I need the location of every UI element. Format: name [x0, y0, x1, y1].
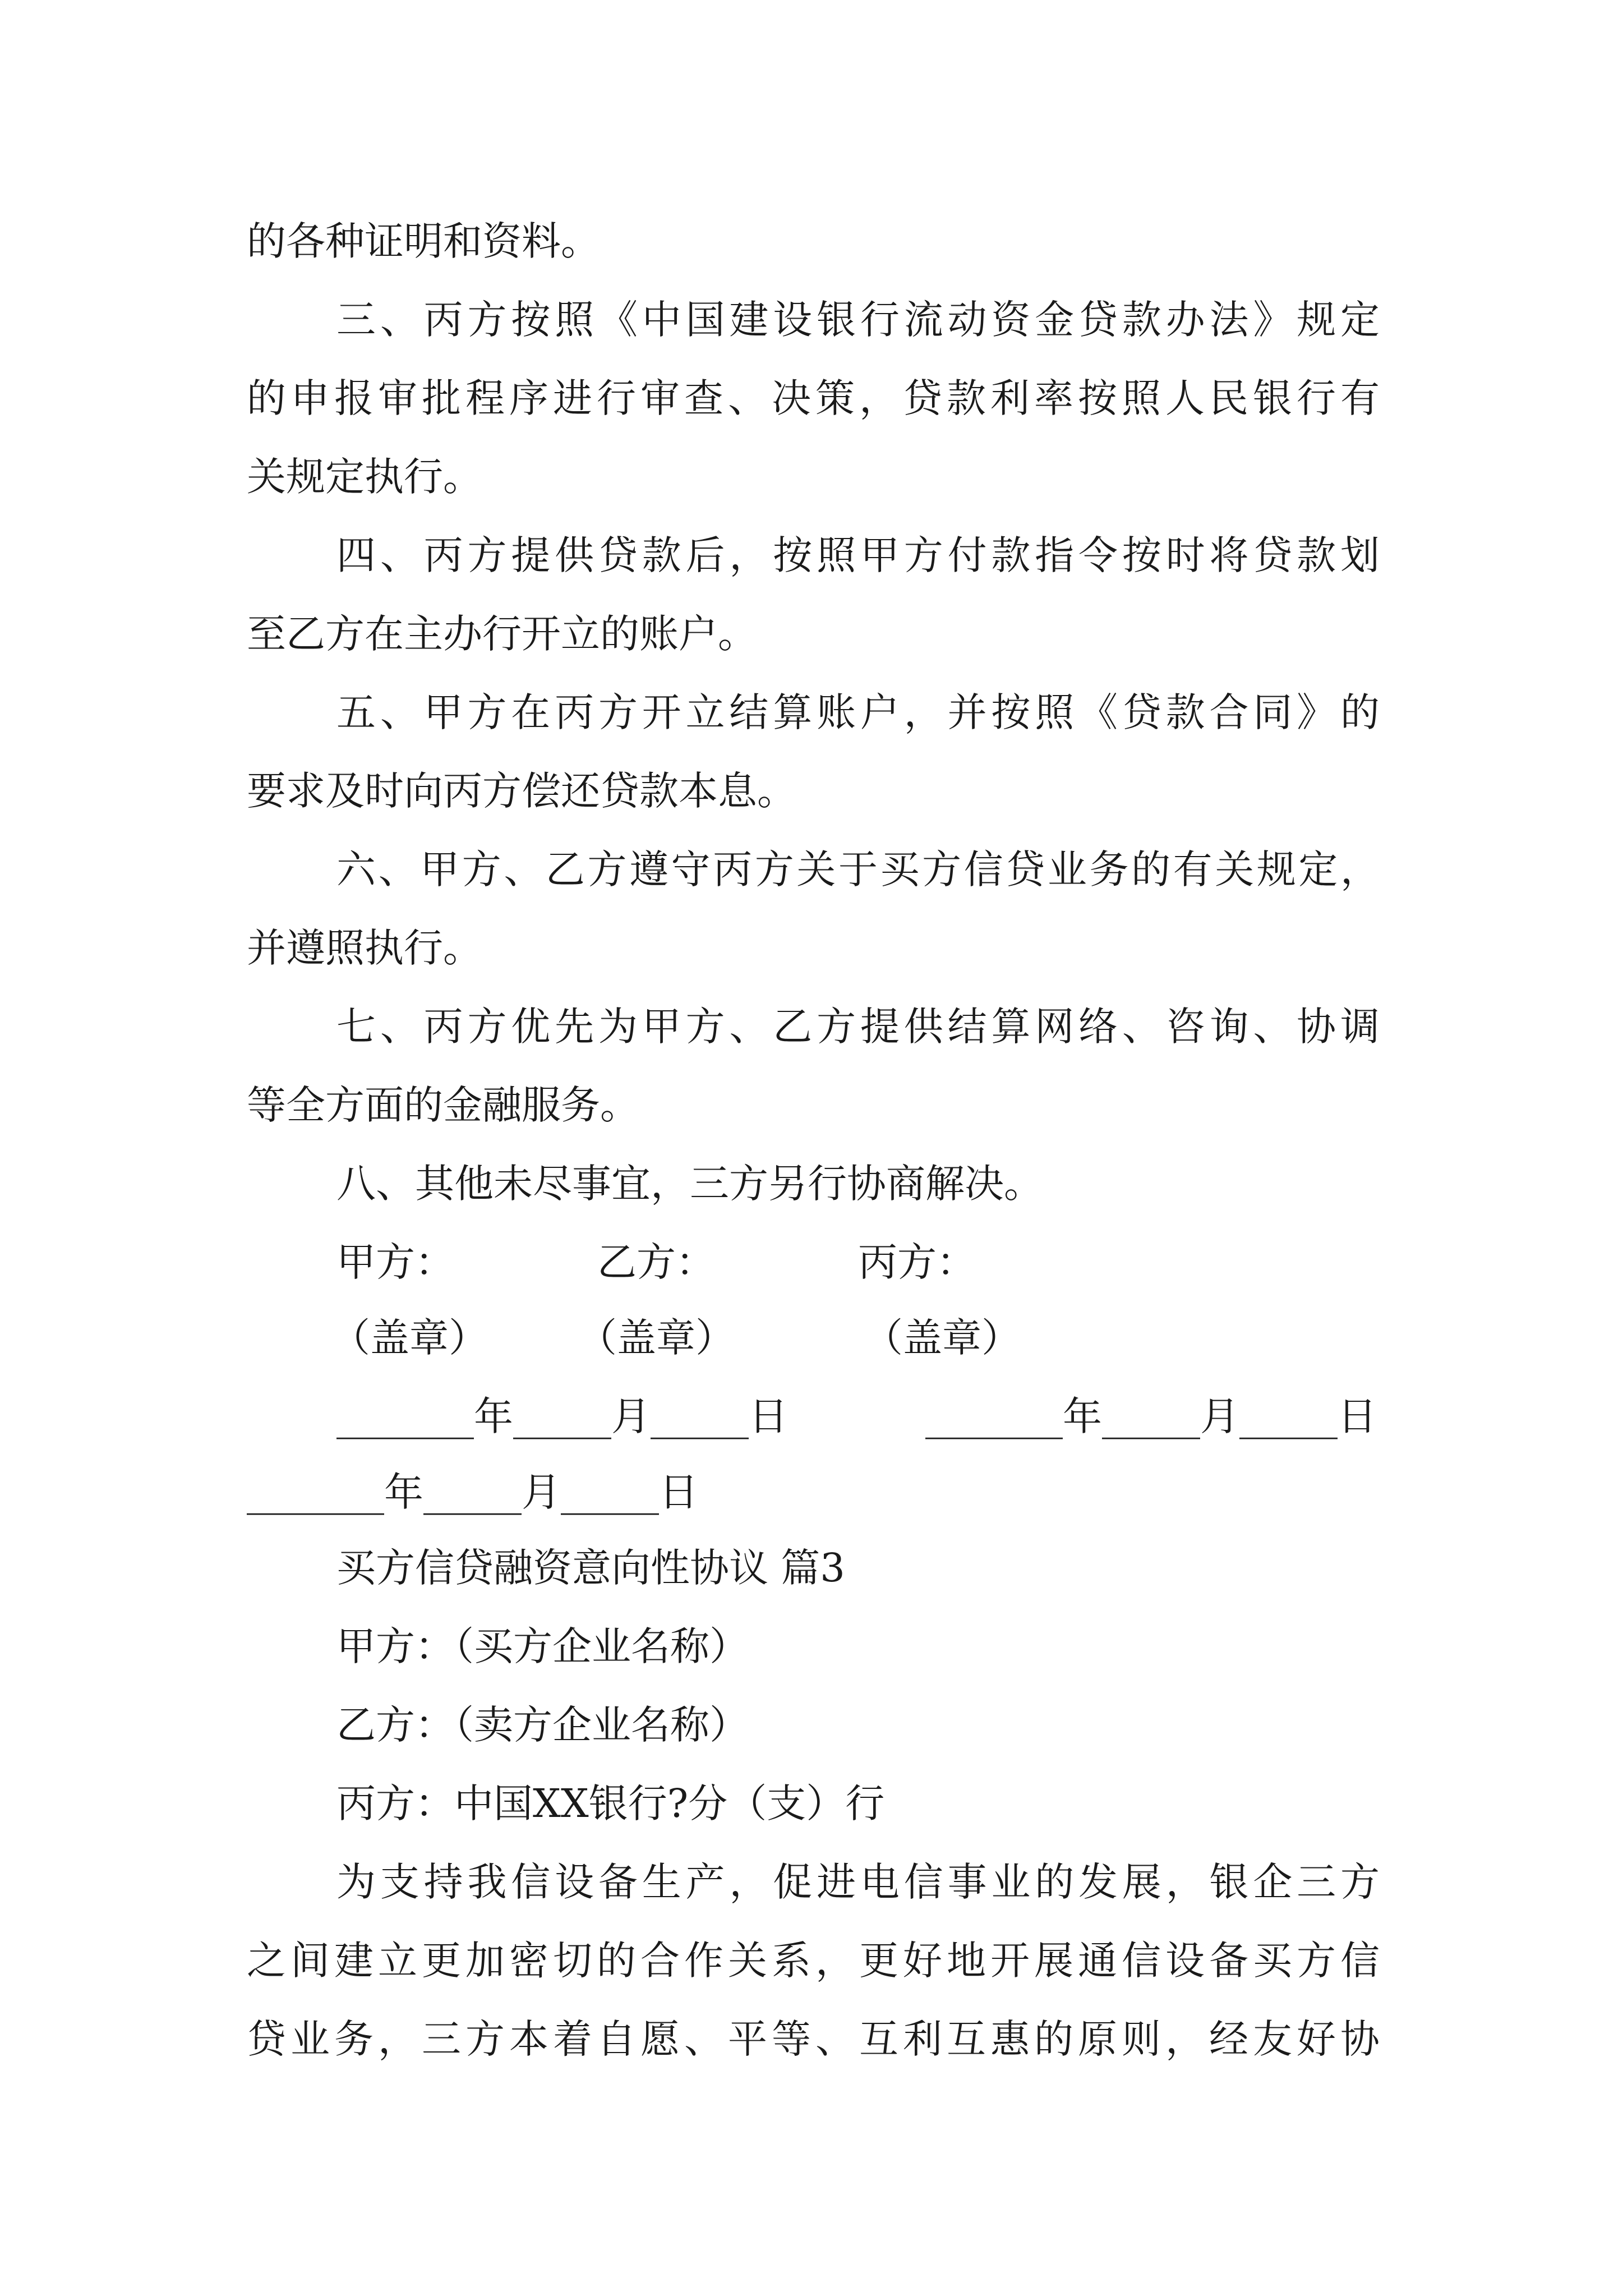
date-row-2 [0, 1464, 1623, 1520]
date-field: _______年_____月_____日 [247, 1469, 698, 1515]
text-line: 要求及时向丙方偿还贷款本息。 [247, 768, 796, 814]
section-title: 买方信贷融资意向性协议 篇3 [336, 1545, 845, 1591]
party-c-label: 丙方： [858, 1239, 976, 1285]
text-line: 为支持我信设备生产，促进电信事业的发展，银企三方 [336, 1859, 1380, 1905]
text-line: 八、其他未尽事宜，三方另行协商解决。 [336, 1161, 1043, 1207]
text-line: 的申报审批程序进行审查、决策，贷款利率按照人民银行有 [247, 375, 1380, 421]
party-a-line: 甲方：（买方企业名称） [336, 1623, 749, 1669]
date-field: _______年_____月_____日 [925, 1393, 1377, 1439]
party-c-line: 丙方：中国XX银行?分（支）行 [336, 1780, 885, 1826]
text-line: 贷业务，三方本着自愿、平等、互利互惠的原则，经友好协 [247, 2016, 1380, 2062]
text-line: 六、甲方、乙方遵守丙方关于买方信贷业务的有关规定， [336, 846, 1380, 892]
text-line: 五、甲方在丙方开立结算账户，并按照《贷款合同》的 [336, 689, 1380, 735]
text-line: 等全方面的金融服务。 [247, 1082, 639, 1128]
seal-a: （盖章） [331, 1315, 488, 1361]
text-line: 至乙方在主办行开立的账户。 [247, 611, 757, 657]
text-line: 四、丙方提供贷款后，按照甲方付款指令按时将贷款划 [336, 532, 1380, 578]
date-row-1 [0, 1388, 1623, 1444]
signature-parties [0, 1234, 1623, 1290]
text-line: 七、丙方优先为甲方、乙方提供结算网络、咨询、协调 [336, 1004, 1380, 1050]
text-line: 的各种证明和资料。 [247, 218, 600, 264]
seal-c: （盖章） [864, 1315, 1021, 1361]
text-line: 并遵照执行。 [247, 925, 482, 971]
party-a-label: 甲方： [336, 1239, 454, 1285]
text-line: 三、丙方按照《中国建设银行流动资金贷款办法》规定 [336, 297, 1380, 343]
date-field: _______年_____月_____日 [336, 1393, 788, 1439]
text-line: 之间建立更加密切的合作关系，更好地开展通信设备买方信 [247, 1938, 1380, 1984]
text-line: 关规定执行。 [247, 454, 482, 500]
party-b-line: 乙方：（卖方企业名称） [336, 1702, 749, 1748]
seal-b: （盖章） [578, 1315, 735, 1361]
party-b-label: 乙方： [597, 1239, 715, 1285]
signature-seals [0, 1310, 1623, 1366]
